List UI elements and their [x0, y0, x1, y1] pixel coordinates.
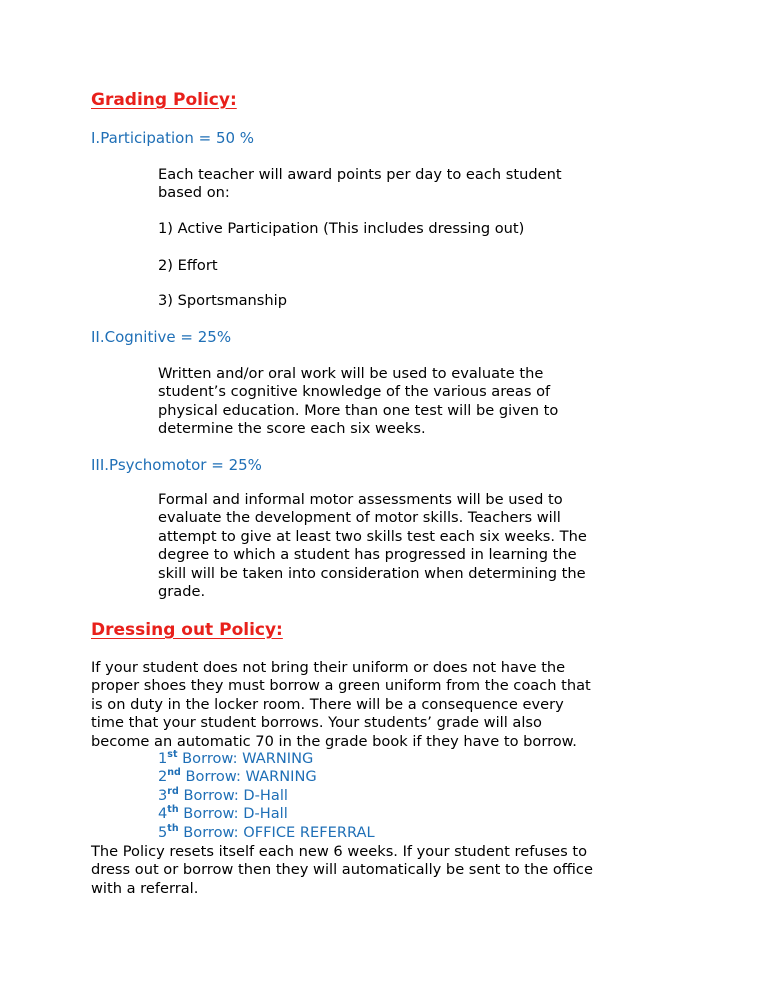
paragraph-line: student’s cognitive knowledge of the various areas of: [158, 383, 551, 401]
paragraph-line: skill will be taken into consideration when determining the: [158, 564, 586, 582]
participation-item-2: 2) Effort: [158, 257, 218, 274]
paragraph-line: dress out or borrow then they will automatically be sent to the office: [91, 861, 593, 879]
paragraph-line: with a referral.: [91, 879, 199, 897]
paragraph-line: determine the score each six weeks.: [158, 420, 426, 438]
borrow-list: [158, 750, 375, 842]
paragraph-line: proper shoes they must borrow a green uniform from the coach that: [91, 677, 591, 695]
paragraph-line: degree to which a student has progressed in learning the: [158, 546, 577, 564]
paragraph-line: If your student does not bring their uniform or does not have the: [91, 659, 566, 676]
paragraph-line: Written and/or oral work will be used to evaluate the: [158, 365, 544, 382]
section-numeral: II.: [91, 328, 105, 346]
paragraph-line: The Policy resets itself each new 6 weeks. If your student refuses to: [91, 843, 588, 860]
paragraph-line: evaluate the development of motor skills. Teachers will: [158, 509, 561, 527]
closing-paragraph: [91, 843, 593, 898]
paragraph-line: physical education. More than one test will be given to: [158, 401, 559, 419]
section-cognitive-heading: [91, 328, 231, 346]
paragraph-line: time that your student borrows. Your students’ grade will also: [91, 714, 542, 732]
section-label: Participation = 50 %: [100, 129, 255, 147]
borrow-item: 4th Borrow: D-Hall: [158, 804, 288, 823]
section-psychomotor-heading: [91, 456, 262, 474]
psychomotor-paragraph: [158, 491, 587, 601]
participation-item-3: 3) Sportsmanship: [158, 292, 287, 309]
paragraph-line: attempt to give at least two skills test each six weeks. The: [158, 527, 587, 545]
section-numeral: I.: [91, 129, 101, 147]
borrow-item: 3rd Borrow: D-Hall: [158, 785, 288, 804]
participation-paragraph: [158, 166, 562, 203]
paragraph-line: Each teacher will award points per day to each student: [158, 166, 562, 183]
section-participation-heading: [91, 129, 254, 147]
grading-policy-heading: Grading Policy:: [91, 90, 237, 110]
dressing-paragraph: [91, 659, 591, 751]
paragraph-line: become an automatic 70 in the grade book if they have to borrow.: [91, 732, 577, 750]
dressing-policy-heading: Dressing out Policy:: [91, 620, 283, 640]
section-label: Psychomotor = 25%: [109, 456, 262, 474]
section-numeral: III.: [91, 456, 110, 474]
cognitive-paragraph: [158, 365, 558, 439]
borrow-item: 2nd Borrow: WARNING: [158, 767, 317, 786]
borrow-item: 1st Borrow: WARNING: [158, 749, 314, 767]
paragraph-line: is on duty in the locker room. There will be a consequence every: [91, 695, 564, 713]
paragraph-line: Formal and informal motor assessments will be used to: [158, 491, 563, 508]
participation-item-1: 1) Active Participation (This includes dressing out): [158, 220, 525, 237]
paragraph-line: grade.: [158, 583, 206, 601]
borrow-item: 5th Borrow: OFFICE REFERRAL: [158, 822, 375, 841]
section-label: Cognitive = 25%: [104, 328, 232, 346]
paragraph-line: based on:: [158, 184, 230, 202]
